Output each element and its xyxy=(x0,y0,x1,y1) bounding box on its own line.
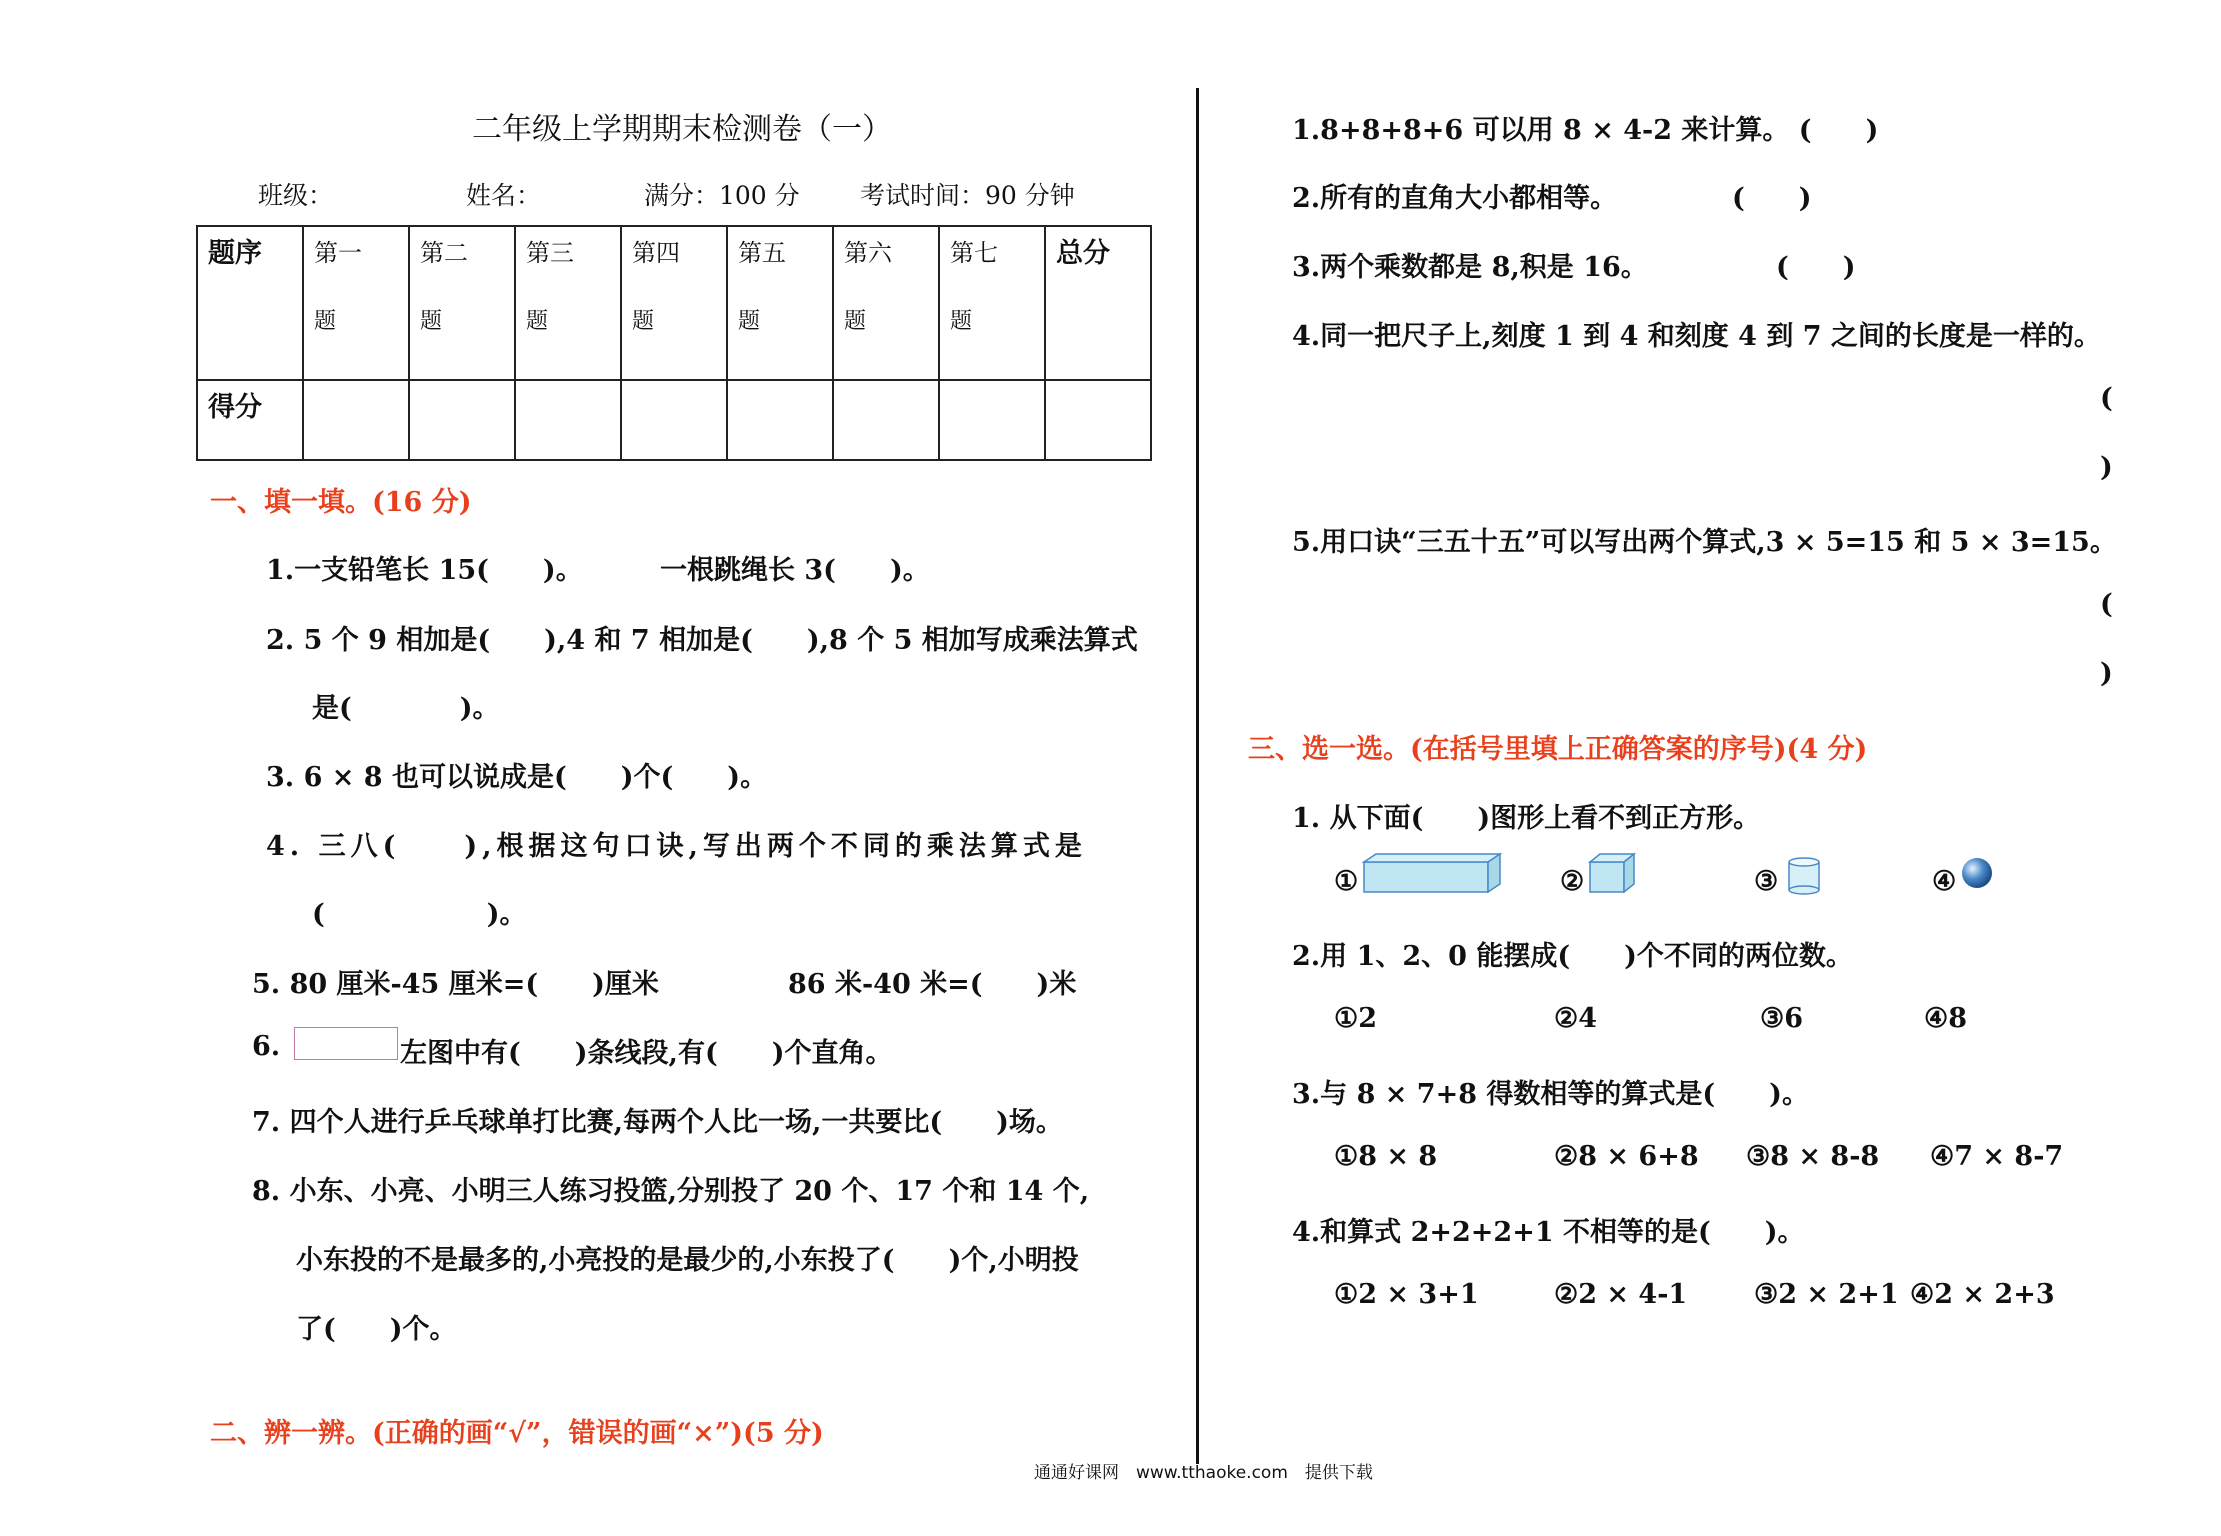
rectangle-figure xyxy=(294,1027,398,1060)
table-cell xyxy=(1045,226,1151,380)
column-label: 题 xyxy=(632,309,655,334)
exam-time: 考试时间：90 分钟 xyxy=(860,181,1075,210)
choice-option[interactable]: ②8 × 6+8 xyxy=(1554,1141,1699,1172)
question-1-5b: 86 米-40 米=( )米 xyxy=(788,969,1077,1000)
score-cell[interactable] xyxy=(515,380,621,460)
table-cell xyxy=(409,226,515,380)
section1-heading: 一、填一填。(16 分) xyxy=(210,487,472,518)
column-label: 题 xyxy=(738,309,761,334)
score-table xyxy=(196,225,1152,461)
column-label: 题 xyxy=(844,309,867,334)
column-label: 第五 xyxy=(738,239,786,267)
cylinder-figure xyxy=(1786,856,1822,896)
cube-figure xyxy=(1588,852,1638,894)
choice-option[interactable]: ③2 × 2+1 xyxy=(1754,1279,1899,1310)
table-row xyxy=(197,380,1151,460)
judge-question-5: 5.用口诀“三五十五”可以写出两个算式,3 × 5=15 和 5 × 3=15。 xyxy=(1292,527,2117,558)
judge-question-4: 4.同一把尺子上,刻度 1 到 4 和刻度 4 到 7 之间的长度是一样的。 xyxy=(1292,321,2101,352)
choice-option[interactable]: ③6 xyxy=(1760,1003,1803,1034)
sphere-figure xyxy=(1960,856,1994,890)
choice-question-1: 1. 从下面( )图形上看不到正方形。 xyxy=(1292,803,1761,834)
column-divider xyxy=(1196,88,1199,1464)
column-label: 第二 xyxy=(420,239,468,267)
table-cell xyxy=(621,226,727,380)
judge-answer-3[interactable]: ( ) xyxy=(1776,252,1856,283)
judge-question-1: 1.8+8+8+6 可以用 8 × 4-2 来计算。 ( ) xyxy=(1292,115,1879,146)
choice-option[interactable]: ④2 × 2+3 xyxy=(1910,1279,2055,1310)
score-cell[interactable] xyxy=(833,380,939,460)
choice-question-2: 2.用 1、2、0 能摆成( )个不同的两位数。 xyxy=(1292,941,1853,972)
full-score: 满分：100 分 xyxy=(644,181,800,210)
column-label: 题 xyxy=(950,309,973,334)
judge-answer-4-open[interactable]: ( xyxy=(2100,383,2113,414)
table-row xyxy=(197,226,1151,380)
question-1-1a: 1.一支铅笔长 15( )。 xyxy=(266,555,583,586)
question-1-8b: 小东投的不是最多的,小亮投的是最少的,小东投了( )个,小明投 xyxy=(296,1245,1079,1276)
score-cell[interactable] xyxy=(939,380,1045,460)
question-1-3: 3. 6 × 8 也可以说成是( )个( )。 xyxy=(266,762,768,793)
table-cell xyxy=(197,380,303,460)
footer-credit: 通通好课网 www.tthaoke.com 提供下载 xyxy=(1034,1463,1373,1483)
question-1-7: 7. 四个人进行乒乓球单打比赛,每两个人比一场,一共要比( )场。 xyxy=(252,1107,1063,1138)
choice-question-4: 4.和算式 2+2+2+1 不相等的是( )。 xyxy=(1292,1217,1805,1248)
class-label: 班级： xyxy=(258,181,334,210)
total-label: 总分 xyxy=(1056,238,1110,269)
score-cell[interactable] xyxy=(1045,380,1151,460)
page-title: 二年级上学期期末检测卷（一） xyxy=(472,112,892,147)
score-cell[interactable] xyxy=(727,380,833,460)
judge-answer-5-open[interactable]: ( xyxy=(2100,589,2113,620)
column-label: 题 xyxy=(314,309,337,334)
row-header-score: 得分 xyxy=(208,392,262,423)
choice-question-3: 3.与 8 × 7+8 得数相等的算式是( )。 xyxy=(1292,1079,1809,1110)
choice-option[interactable]: ③8 × 8-8 xyxy=(1746,1141,1880,1172)
choice-option[interactable]: ①2 × 3+1 xyxy=(1334,1279,1479,1310)
table-cell xyxy=(939,226,1045,380)
choice-option[interactable]: ④8 xyxy=(1924,1003,1967,1034)
score-cell[interactable] xyxy=(409,380,515,460)
name-label: 姓名： xyxy=(466,181,542,210)
question-1-6-number: 6. xyxy=(252,1031,281,1062)
judge-answer-4-close[interactable]: ) xyxy=(2100,452,2113,483)
judge-answer-2[interactable]: ( ) xyxy=(1732,183,1812,214)
judge-question-3: 3.两个乘数都是 8,积是 16。 xyxy=(1292,252,1648,283)
table-cell xyxy=(727,226,833,380)
section3-heading: 三、选一选。(在括号里填上正确答案的序号)(4 分) xyxy=(1248,734,1868,765)
table-cell xyxy=(197,226,303,380)
judge-answer-5-close[interactable]: ) xyxy=(2100,658,2113,689)
column-label: 第六 xyxy=(844,239,892,267)
choice-option[interactable]: ②2 × 4-1 xyxy=(1554,1279,1688,1310)
column-label: 第一 xyxy=(314,239,362,267)
choice-option[interactable]: ② xyxy=(1560,866,1585,897)
column-label: 第七 xyxy=(950,239,998,267)
choice-option[interactable]: ③ xyxy=(1754,866,1779,897)
question-1-2b: 是( )。 xyxy=(312,693,500,724)
choice-option[interactable]: ①8 × 8 xyxy=(1334,1141,1438,1172)
choice-option[interactable]: ④7 × 8-7 xyxy=(1930,1141,2064,1172)
row-header-sequence: 题序 xyxy=(208,238,262,269)
choice-option[interactable]: ④ xyxy=(1932,866,1957,897)
column-label: 题 xyxy=(526,309,549,334)
column-label: 第三 xyxy=(526,239,574,267)
table-cell xyxy=(833,226,939,380)
score-cell[interactable] xyxy=(621,380,727,460)
question-1-1b: 一根跳绳长 3( )。 xyxy=(660,555,930,586)
column-label: 题 xyxy=(420,309,443,334)
question-1-4b: ( )。 xyxy=(312,899,527,930)
choice-option[interactable]: ① xyxy=(1334,866,1359,897)
table-cell xyxy=(515,226,621,380)
judge-question-2: 2.所有的直角大小都相等。 xyxy=(1292,183,1618,214)
table-cell xyxy=(303,226,409,380)
question-1-6: 左图中有( )条线段,有( )个直角。 xyxy=(400,1038,893,1069)
section2-heading: 二、辨一辨。(正确的画“√”，错误的画“×”)(5 分) xyxy=(210,1418,824,1449)
question-1-4a: 4. 三八( ),根据这句口诀,写出两个不同的乘法算式是 xyxy=(266,831,1087,862)
question-1-8c: 了( )个。 xyxy=(296,1314,457,1345)
score-cell[interactable] xyxy=(303,380,409,460)
question-1-2a: 2. 5 个 9 相加是( ),4 和 7 相加是( ),8 个 5 相加写成乘法算式 xyxy=(266,625,1138,656)
choice-option[interactable]: ①2 xyxy=(1334,1003,1377,1034)
column-label: 第四 xyxy=(632,239,680,267)
choice-option[interactable]: ②4 xyxy=(1554,1003,1597,1034)
question-1-5a: 5. 80 厘米-45 厘米=( )厘米 xyxy=(252,969,659,1000)
question-1-8a: 8. 小东、小亮、小明三人练习投篮,分别投了 20 个、17 个和 14 个, xyxy=(252,1176,1090,1207)
cuboid-figure xyxy=(1362,852,1504,894)
